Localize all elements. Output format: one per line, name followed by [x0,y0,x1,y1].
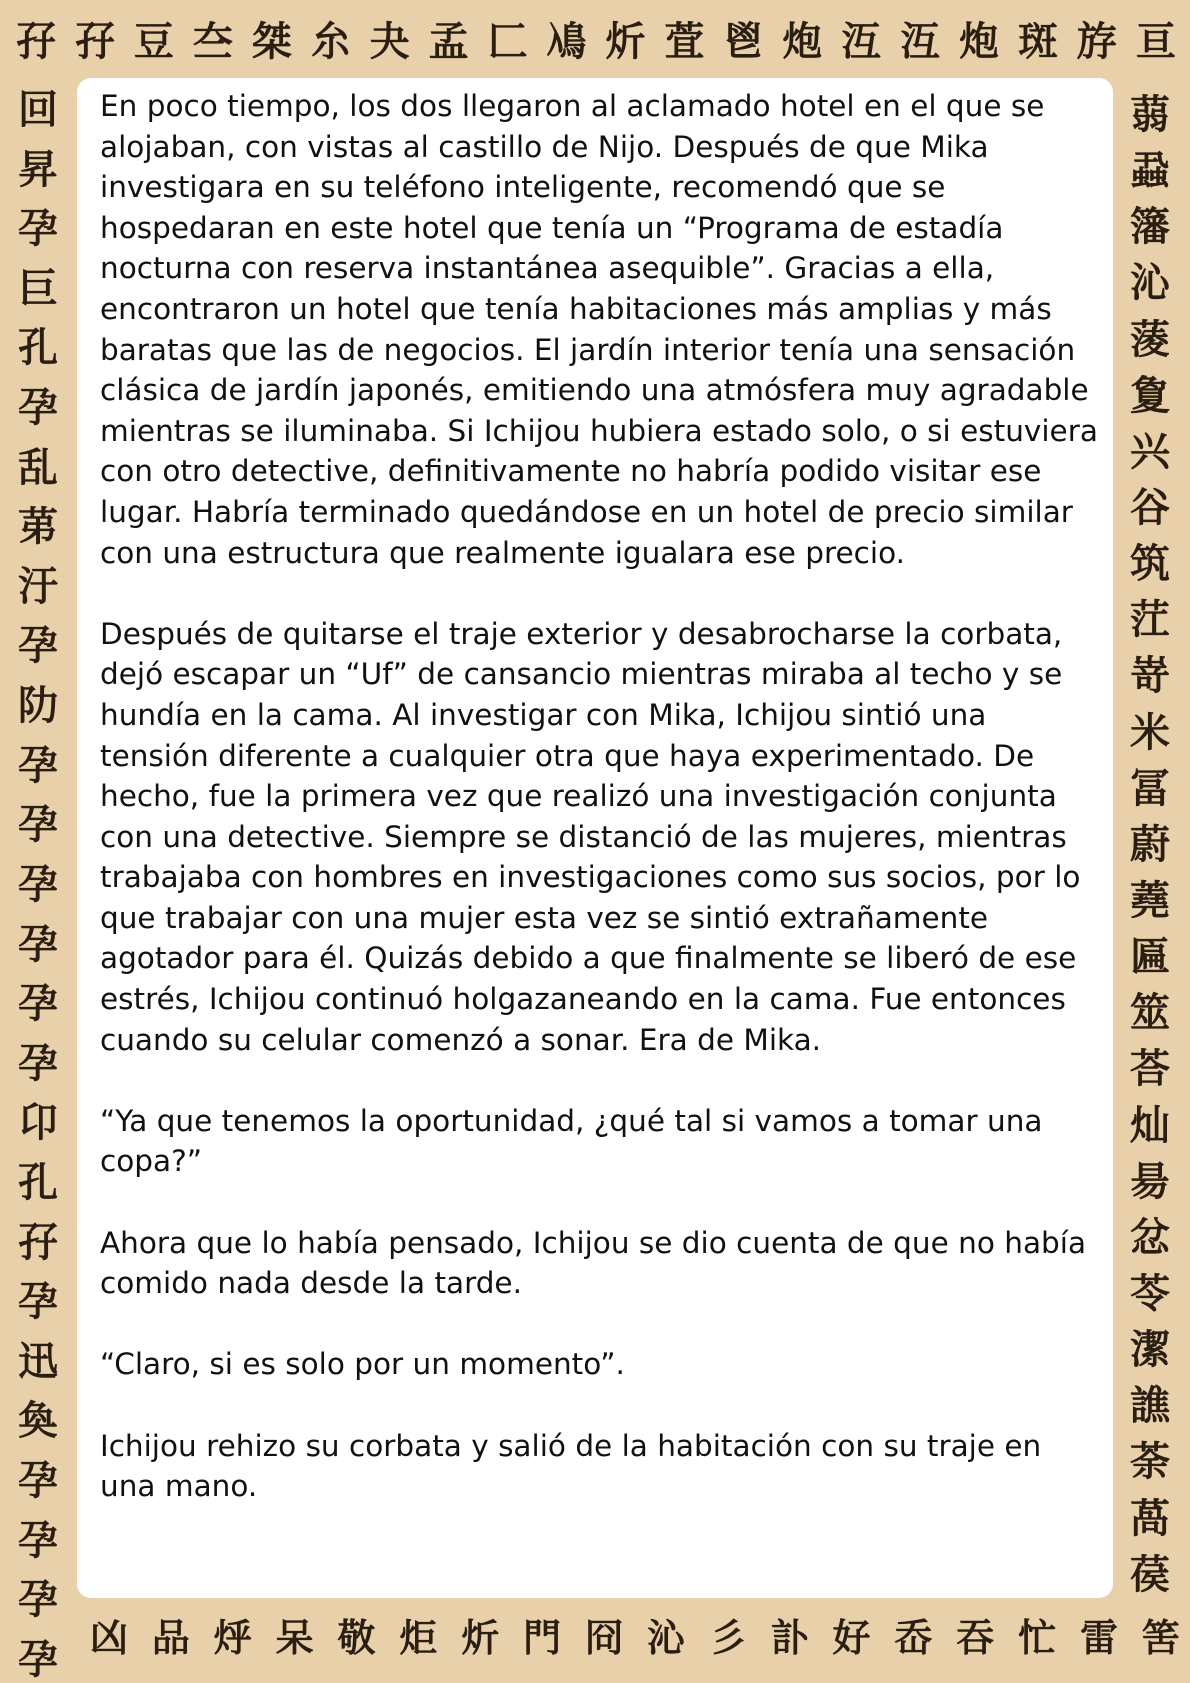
bottom-glyph: 炬 [399,1615,438,1660]
left-glyph: 迅 [18,1337,58,1385]
bottom-glyph: 門 [523,1615,562,1660]
paragraph-4: Ahora que lo había pensado, Ichijou se dio cuenta de que no había comido nada desde la tarde. [100,1225,1087,1301]
right-glyph: 荅 [1130,1045,1170,1093]
right-glyph: 潔 [1130,1326,1170,1374]
top-glyph: 匚 [487,18,528,65]
story-text [100,86,1100,1507]
right-glyph: 沁 [1130,259,1170,307]
top-glyph: 豆 [133,18,174,65]
paragraph-1: En poco tiempo, los dos llegaron al aclamado hotel en el que se alojaban, con vistas al castillo de Nijo. Después de que Mika investigara en su teléfono inteligente, recomendó que se hospedaran en este hotel que tenía un “Programa de estadía nocturna con reserva instantánea asequible”. Gracias a ella, encontraron un hotel que tenía habitaciones más amplias y más baratas que las de negocios. El jardín interior tenía una sensación clásica de jardín japonés, emitiendo una atmósfera muy agradable mientras se iluminaba. Si Ichijou hubiera estado solo, o si estuviera con otro detective, definitivamente no habría podido visitar ese lugar. Habría terminado quedándose en un hotel de precio similar con una estructura que realmente igualara ese precio. [100,89,1098,570]
top-glyph: 炮 [782,18,823,65]
top-glyph: 鬯 [723,18,764,65]
left-glyph: 孖 [18,1218,58,1266]
bottom-glyph: 呆 [275,1615,314,1660]
left-glyph: 孕 [18,1635,58,1683]
top-glyph: 亘 [1135,18,1176,65]
left-glyph: 孕 [18,741,58,789]
bottom-glyph: 訃 [770,1615,809,1660]
right-glyph: 筑 [1130,540,1170,588]
right-glyph: 忿 [1130,1213,1170,1261]
left-glyph: 卬 [18,1099,58,1147]
paragraph-2: Después de quitarse el traje exterior y desabrocharse la corbata, dejó escapar un “Uf” de cansancio mientras miraba al techo y se hundía en la cama. Al investigar con Mika, Ichijou sintió una tensión diferente a cualquier otra que haya experimentado. De hecho, fue la primera vez que realizó una investigación conjunta con una detective. Siempre se distanció de las mujeres, mientras trabajaba con hombres en investigaciones como sus socios, por lo que trabajar con una mujer esta vez se sintió extrañamente agotador para él. Quizás debido a que finalmente se liberó de ese estrés, Ichijou continuó holgazaneando en la cama. Fue entonces cuando su celular comenzó a sonar. Era de Mika. [100,616,1081,1057]
right-glyph: 萵 [1130,1494,1170,1542]
bottom-glyph: 烀 [213,1615,252,1660]
right-glyph: 冨 [1130,764,1170,812]
top-glyph: 孖 [74,18,115,65]
bottom-glyph: 冏 [585,1615,624,1660]
top-glyph: 夬 [369,18,410,65]
bottom-glyph: 吞 [956,1615,995,1660]
left-glyph: 苐 [18,503,58,551]
top-glyph: 鳰 [546,18,587,65]
right-glyph: 夐 [1130,371,1170,419]
top-glyph-border [16,12,1176,72]
top-glyph: 沍 [841,18,882,65]
left-glyph-border [8,86,68,1683]
left-glyph: 孕 [18,1576,58,1624]
right-glyph: 米 [1130,708,1170,756]
left-glyph: 孕 [18,980,58,1028]
top-glyph: 沍 [900,18,941,65]
right-glyph: 兴 [1130,427,1170,475]
left-glyph: 孕 [18,384,58,432]
left-glyph: 巨 [18,264,58,312]
bottom-glyph: 品 [151,1615,190,1660]
bottom-glyph: 炘 [461,1615,500,1660]
right-glyph: 葔 [1130,1550,1170,1598]
top-glyph: 孟 [428,18,469,65]
left-glyph: 孔 [18,1158,58,1206]
top-glyph: 孖 [16,18,56,65]
left-glyph: 孕 [18,1516,58,1564]
right-glyph: 譙 [1130,1382,1170,1430]
left-glyph: 孕 [18,622,58,670]
top-glyph: 厼 [310,18,351,65]
right-glyph: 灿 [1130,1101,1170,1149]
left-glyph: 昇 [18,145,58,193]
bottom-glyph: 敬 [337,1615,376,1660]
right-glyph: 蒻 [1130,91,1170,138]
bottom-glyph: 好 [832,1615,871,1660]
left-glyph: 孕 [18,920,58,968]
right-glyph: 蕘 [1130,876,1170,924]
left-glyph: 奐 [18,1397,58,1445]
bottom-glyph: 忙 [1018,1615,1057,1660]
left-glyph: 乱 [18,443,58,491]
bottom-glyph-border [90,1608,1180,1668]
top-glyph: 炘 [605,18,646,65]
left-glyph: 孕 [18,860,58,908]
left-glyph: 孕 [18,1039,58,1087]
left-glyph: 阞 [18,682,58,730]
left-glyph: 孕 [18,1278,58,1326]
paragraph-3: “Ya que tenemos la oportunidad, ¿qué tal si vamos a tomar una copa?” [100,1103,1043,1179]
left-glyph: 孕 [18,205,58,253]
right-glyph: 籓 [1130,203,1170,251]
right-glyph: 荼 [1130,1438,1170,1486]
right-glyph: 谷 [1130,483,1170,531]
right-glyph-border [1116,91,1184,1598]
right-glyph: 蔚 [1130,820,1170,868]
bottom-glyph: 筈 [1141,1615,1180,1660]
bottom-glyph: 雷 [1080,1615,1119,1660]
left-glyph: 回 [18,86,58,133]
top-glyph: 萓 [664,18,705,65]
top-glyph: 炮 [959,18,999,65]
left-glyph: 汙 [18,562,58,610]
right-glyph: 茳 [1130,596,1170,644]
top-glyph: 斿 [1076,18,1117,65]
top-glyph: 夳 [192,18,233,65]
bottom-glyph: 彡 [708,1615,747,1660]
right-glyph: 蝨 [1130,147,1170,195]
right-glyph: 蔆 [1130,315,1170,363]
bottom-glyph: 凶 [90,1615,129,1660]
right-glyph: 苓 [1130,1269,1170,1317]
left-glyph: 孕 [18,801,58,849]
top-glyph: 桀 [251,18,292,65]
right-glyph: 嵜 [1130,652,1170,700]
left-glyph: 孕 [18,1457,58,1505]
right-glyph: 筮 [1130,989,1170,1037]
top-glyph: 斑 [1017,18,1058,65]
bottom-glyph: 岙 [894,1615,933,1660]
bottom-glyph: 沁 [646,1615,685,1660]
right-glyph: 昜 [1130,1157,1170,1205]
paragraph-6: Ichijou rehizo su corbata y salió de la habitación con su traje en una mano. [100,1428,1042,1504]
right-glyph: 匾 [1130,933,1170,981]
left-glyph: 孔 [18,324,58,372]
paragraph-5: “Claro, si es solo por un momento”. [100,1347,625,1382]
